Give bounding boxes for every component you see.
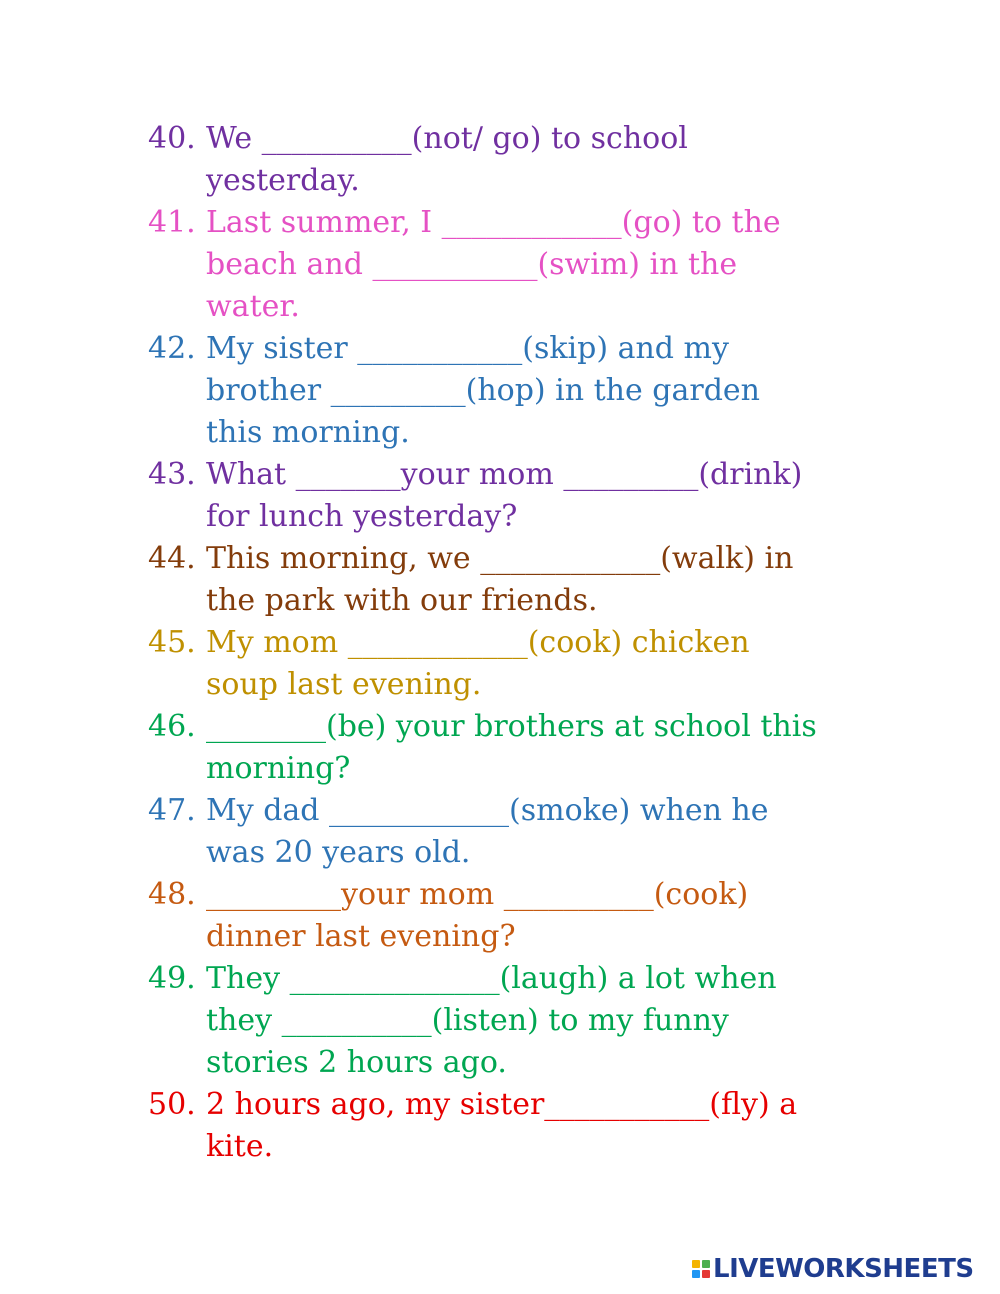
exercise-item — [148, 328, 908, 454]
exercise-item — [148, 622, 908, 706]
exercise-item — [148, 874, 908, 958]
exercise-line: They ______________(laugh) a lot when — [206, 961, 777, 996]
liveworksheets-logo[interactable] — [692, 1254, 974, 1284]
exercise-number: 43. — [148, 457, 196, 492]
exercise-number: 50. — [148, 1087, 196, 1122]
exercise-text — [206, 1084, 908, 1168]
exercise-text — [206, 202, 908, 328]
exercise-line: yesterday. — [206, 163, 360, 198]
logo-icon-square — [702, 1270, 710, 1278]
exercise-line: the park with our friends. — [206, 583, 598, 618]
exercise-line: My mom ____________(cook) chicken — [206, 625, 750, 660]
exercise-text — [206, 118, 908, 202]
exercise-item — [148, 1084, 908, 1168]
worksheet — [148, 118, 908, 1168]
exercise-line: they __________(listen) to my funny — [206, 1003, 729, 1038]
exercise-line: soup last evening. — [206, 667, 482, 702]
exercise-line: beach and ___________(swim) in the — [206, 247, 738, 282]
exercise-line: this morning. — [206, 415, 410, 450]
exercise-line: Last summer, I ____________(go) to the — [206, 205, 781, 240]
exercise-line: My sister ___________(skip) and my — [206, 331, 729, 366]
exercise-number: 44. — [148, 541, 196, 576]
exercise-line: ________(be) your brothers at school this — [206, 709, 817, 744]
exercise-item — [148, 790, 908, 874]
exercise-line: _________your mom __________(cook) — [206, 877, 749, 912]
exercise-line: My dad ____________(smoke) when he — [206, 793, 769, 828]
logo-icon-square — [702, 1260, 710, 1268]
exercise-number: 40. — [148, 121, 196, 156]
exercise-item — [148, 958, 908, 1084]
exercise-line: was 20 years old. — [206, 835, 471, 870]
liveworksheets-logo-icon — [692, 1260, 710, 1278]
exercise-text — [206, 958, 908, 1084]
exercise-text — [206, 538, 908, 622]
exercise-line: stories 2 hours ago. — [206, 1045, 507, 1080]
exercise-line: kite. — [206, 1129, 274, 1164]
exercise-text — [206, 454, 908, 538]
exercise-number: 49. — [148, 961, 196, 996]
exercise-item — [148, 118, 908, 202]
exercise-item — [148, 538, 908, 622]
logo-icon-square — [692, 1270, 700, 1278]
exercise-text — [206, 328, 908, 454]
exercise-number: 47. — [148, 793, 196, 828]
exercise-number: 42. — [148, 331, 196, 366]
exercise-text — [206, 790, 908, 874]
exercise-number: 41. — [148, 205, 196, 240]
exercise-line: morning? — [206, 751, 351, 786]
exercise-text — [206, 874, 908, 958]
exercise-text — [206, 706, 908, 790]
exercise-line: What _______your mom _________(drink) — [206, 457, 803, 492]
exercise-item — [148, 202, 908, 328]
logo-text: LIVEWORKSHEETS — [713, 1254, 974, 1284]
exercise-line: This morning, we ____________(walk) in — [206, 541, 794, 576]
exercise-number: 46. — [148, 709, 196, 744]
exercise-line: water. — [206, 289, 300, 324]
exercise-line: for lunch yesterday? — [206, 499, 518, 534]
exercise-number: 45. — [148, 625, 196, 660]
exercise-number: 48. — [148, 877, 196, 912]
exercise-item — [148, 454, 908, 538]
exercise-line: brother _________(hop) in the garden — [206, 373, 760, 408]
exercise-text — [206, 622, 908, 706]
exercise-line: We __________(not/ go) to school — [206, 121, 688, 156]
exercise-line: dinner last evening? — [206, 919, 516, 954]
exercise-line: 2 hours ago, my sister___________(fly) a — [206, 1087, 798, 1122]
logo-icon-square — [692, 1260, 700, 1268]
exercise-item — [148, 706, 908, 790]
